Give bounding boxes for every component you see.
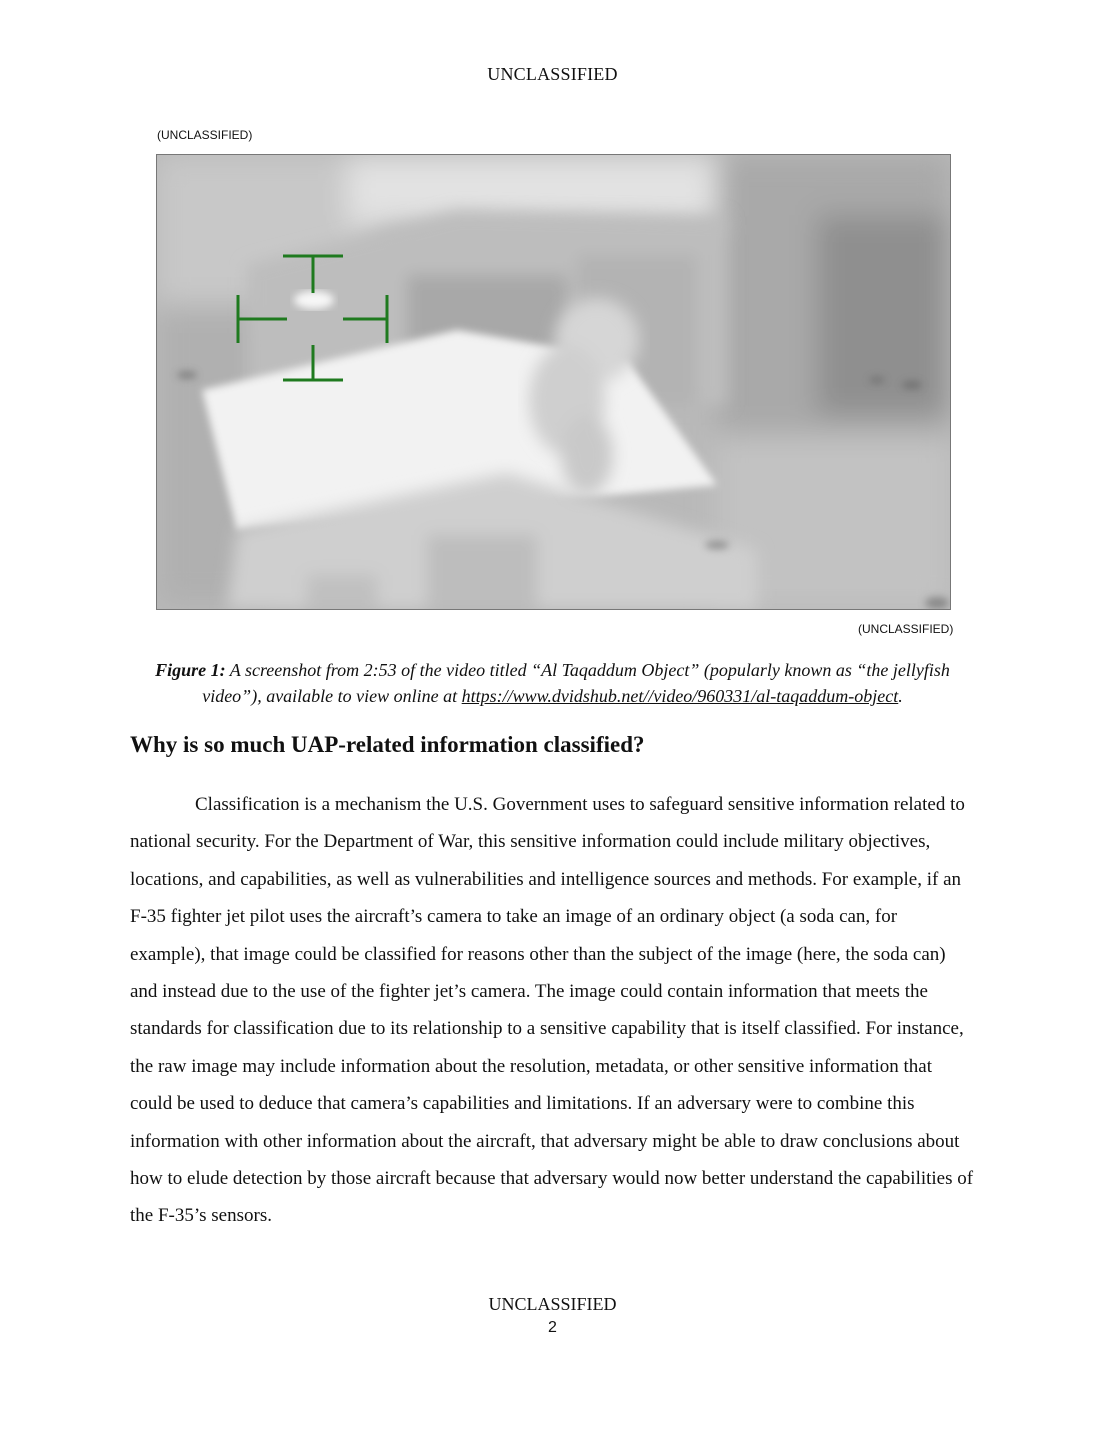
section-heading: Why is so much UAP-related information classified?: [130, 732, 645, 757]
infrared-figure-image: [156, 154, 951, 610]
body-paragraph: Classification is a mechanism the U.S. Government uses to safeguard sensitive information related to national security. For the Department of War, this sensitive information could include military objectives, locations, and capabilities, as well as vulnerabilities and intelligence sources and methods. For example, if an F-35 fighter jet pilot uses the aircraft’s camera to take an image of an ordinary object (a soda can, for example), that image could be classified for reasons other than the subject of the image (here, the soda can) and instead due to the use of the fighter jet’s camera. The image could contain information that meets the standards for classification due to its relationship to a sensitive capability that is itself classified. For instance, the raw image may include information about the resolution, metadata, or other sensitive information that could be used to deduce that camera’s capabilities and limitations. If an adversary were to combine this information with other information about the aircraft, that adversary might be able to draw conclusions about how to elude detection by those aircraft because that adversary would now better understand the capabilities of the F-35’s sensors.: [130, 794, 974, 1227]
header-classification-marking: UNCLASSIFIED: [487, 64, 618, 84]
figure-caption: [130, 657, 975, 709]
figure-caption-text: A screenshot from 2:53 of the video titled “Al Taqaddum Object” (popularly known as “the jellyfish video”), available to view online at: [202, 660, 950, 706]
figure-caption-label: Figure 1:: [155, 660, 226, 680]
page-number: 2: [548, 1319, 557, 1336]
figure-portion-mark-bottom: (UNCLASSIFIED): [858, 622, 954, 636]
figure-caption-end: .: [898, 686, 903, 706]
figure-portion-mark-top: (UNCLASSIFIED): [157, 128, 253, 142]
footer-classification-marking: UNCLASSIFIED: [488, 1294, 617, 1314]
figure-caption-link[interactable]: https://www.dvidshub.net//video/960331/al-taqaddum-object: [461, 686, 899, 706]
